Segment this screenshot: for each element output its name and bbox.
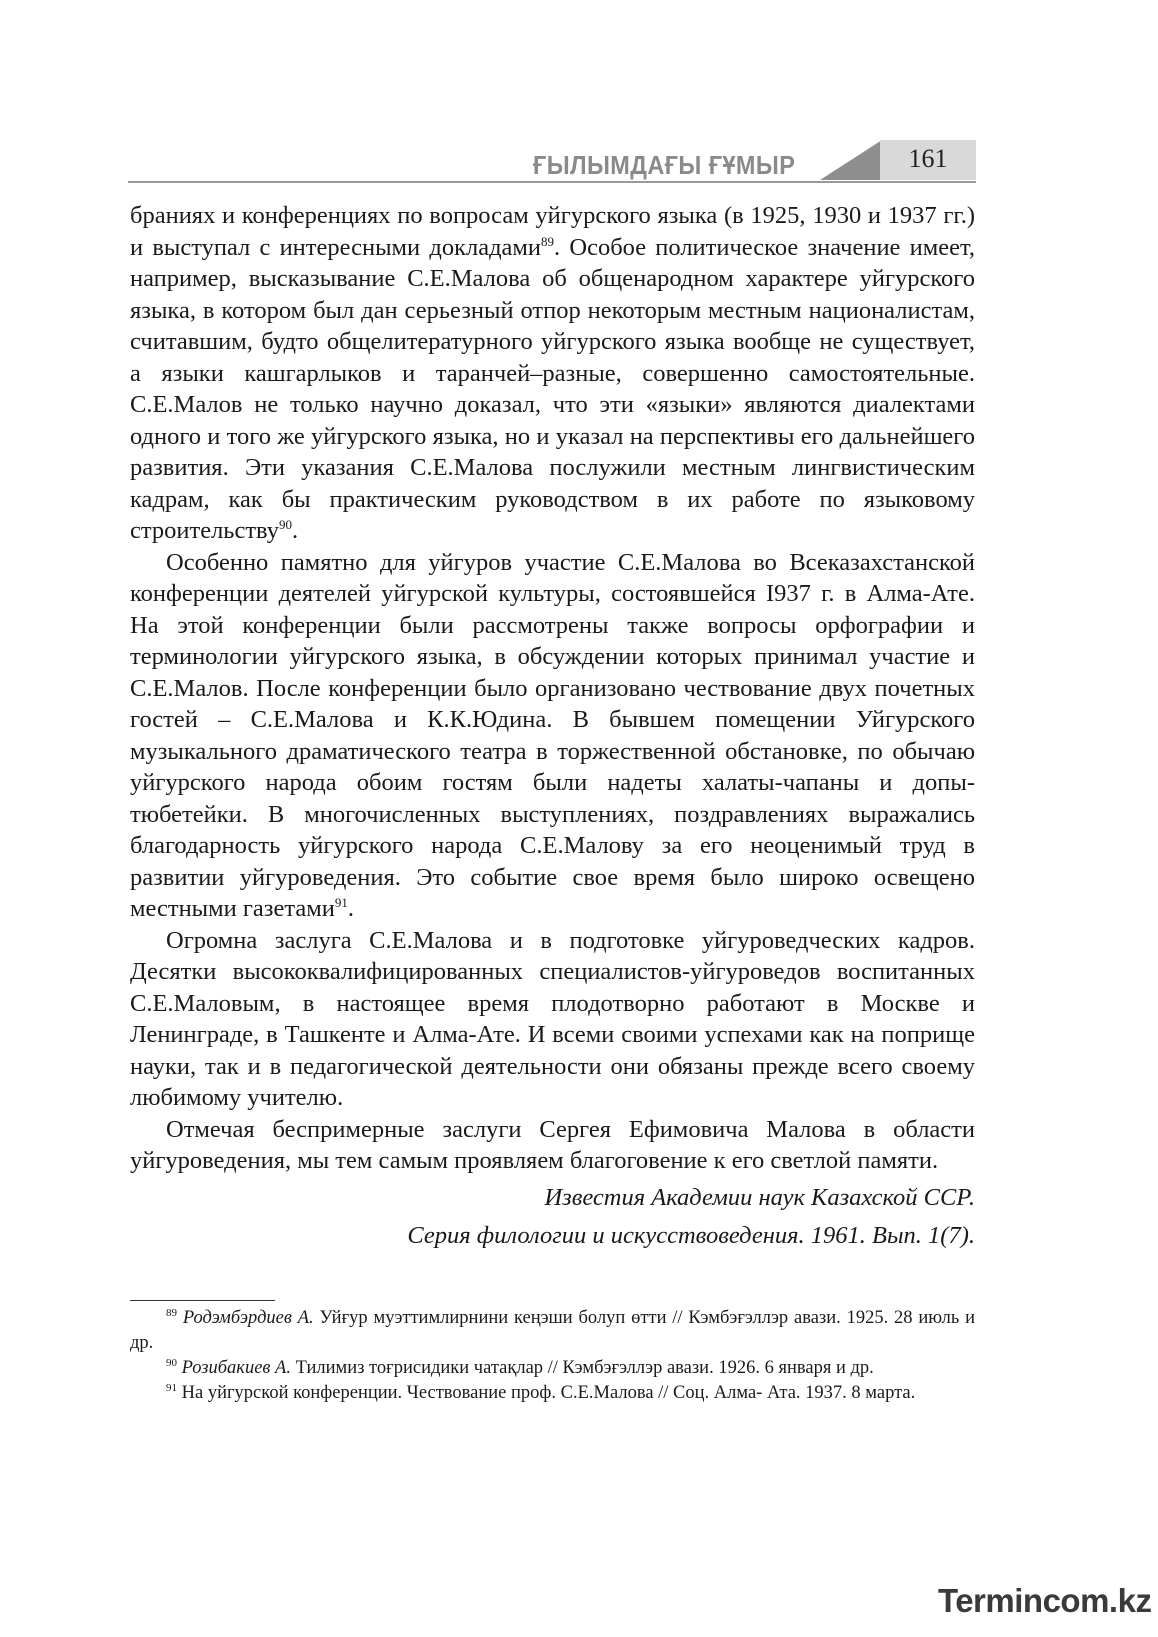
footnote-text: На уйгурской конференции. Чествование проф. С.Е.Малова // Соц. Алма- Ата. 1937. 8 марта. (177, 1383, 916, 1403)
footnote-author: Родэмбэрдиев А. (182, 1308, 314, 1328)
paragraph-4: Отмечая беспримерные заслуги Сергея Ефимовича Малова в области уйгуроведения, мы тем самым проявляем благоговение к его светлой памяти. (130, 1115, 975, 1174)
footnote-ref-89[interactable]: 89 (541, 233, 555, 249)
footnote-number: 90 (166, 1356, 177, 1369)
watermark-logo: Termincom.kz (938, 1582, 1152, 1619)
footnote-ref-91[interactable]: 91 (334, 894, 348, 910)
footnote-text: Тилимиз тоғрисидики чатақлар // Кэмбэғэллэр авази. 1926. 6 января и др. (290, 1358, 874, 1378)
footnote-number: 91 (166, 1381, 177, 1394)
footnote-author: Розибакиев А. (181, 1358, 291, 1378)
paragraph-1-text-a: браниях и конференциях по вопросам уйгурского языка (в 1925, 1930 и 1937 гг.) и выступал с интересными докладами (130, 202, 975, 261)
paragraph-2 (130, 547, 975, 925)
footnote-separator (130, 1300, 275, 1301)
footnotes (130, 1306, 975, 1406)
footnote-89 (130, 1306, 975, 1356)
header-rule (128, 181, 976, 183)
footnote-91 (130, 1381, 975, 1406)
footnote-90 (130, 1356, 975, 1381)
source-line-2: Серия филологии и искусствоведения. 1961. Вып. 1(7). (407, 1221, 975, 1249)
source-line-1: Известия Академии наук Казахской ССР. (544, 1183, 975, 1211)
source-citation (130, 1179, 975, 1255)
page-number: 161 (908, 144, 948, 173)
header-wedge-decoration (820, 140, 882, 180)
paragraph-1 (130, 200, 975, 547)
body-text (130, 200, 975, 1255)
paragraph-2-text-a: Особенно памятно для уйгуров участие С.Е.Малова во Всеказахстанской конференции деятелей уйгурской культуры, состоявшейся I937 г. в Алма-Ате. На этой конференции были рассмотрены также вопросы орфографии и терминологии уйгурского языка, в обсуждении которых принимал участие и С.Е.Малов. После конференции было организовано чествование двух почетных гостей – С.Е.Малова и К.К.Юдина. В бывшем помещении Уйгурского музыкального драматического театра в торжественной обстановке, по обычаю уйгурского народа обоим гостям были надеты халаты-чапаны и допы-тюбетейки. В многочисленных выступлениях, поздравлениях выражались благодарность уйгурского народа С.Е.Малову за его неоценимый труд в развитии уйгуроведения. Это событие свое время было широко освещено местными газетами (130, 548, 975, 922)
footnote-number: 89 (166, 1306, 177, 1319)
paragraph-1-text-b: . Особое политическое значение имеет, например, высказывание С.Е.Малова об общенародном характере уйгурского языка, в котором был дан серьезный отпор некоторым местным националистам, считавшим, будто общелитературного уйгурского языка вообще не существует, а языки кашгарлыков и таранчей–разные, совершенно самостоятельные. С.Е.Малов не только научно доказал, что эти «языки» являются диалектами одного и того же уйгурского языка, но и указал на перспективы его дальнейшего развития. Эти указания С.Е.Малова послужили местным лингвистическим кадрам, как бы практическим руководством в их работе по языковому строительству (130, 233, 975, 544)
footnote-ref-90[interactable]: 90 (279, 516, 293, 532)
paragraph-3: Огромна заслуга С.Е.Малова и в подготовке уйгуроведческих кадров. Десятки высококвалифицированных специалистов-уйгуроведов воспитанных С.Е.Маловым, в настоящее время плодотворно работают в Москве и Ленинграде, в Ташкенте и Алма-Ате. И всеми своими успехами как на поприще науки, так и в педагогической деятельности они обязаны прежде всего своему любимому учителю. (130, 926, 975, 1111)
footnote-text: Уйғур муэттимлирнини кеңэши болуп өтти // Кэмбэғэллэр авази. 1925. 28 июль и др. (130, 1308, 976, 1353)
paragraph-1-text-c: . (292, 517, 299, 544)
running-header-title: ҒЫЛЫМДАҒЫ ҒҰМЫР (533, 150, 796, 180)
paragraph-2-text-b: . (347, 895, 354, 922)
